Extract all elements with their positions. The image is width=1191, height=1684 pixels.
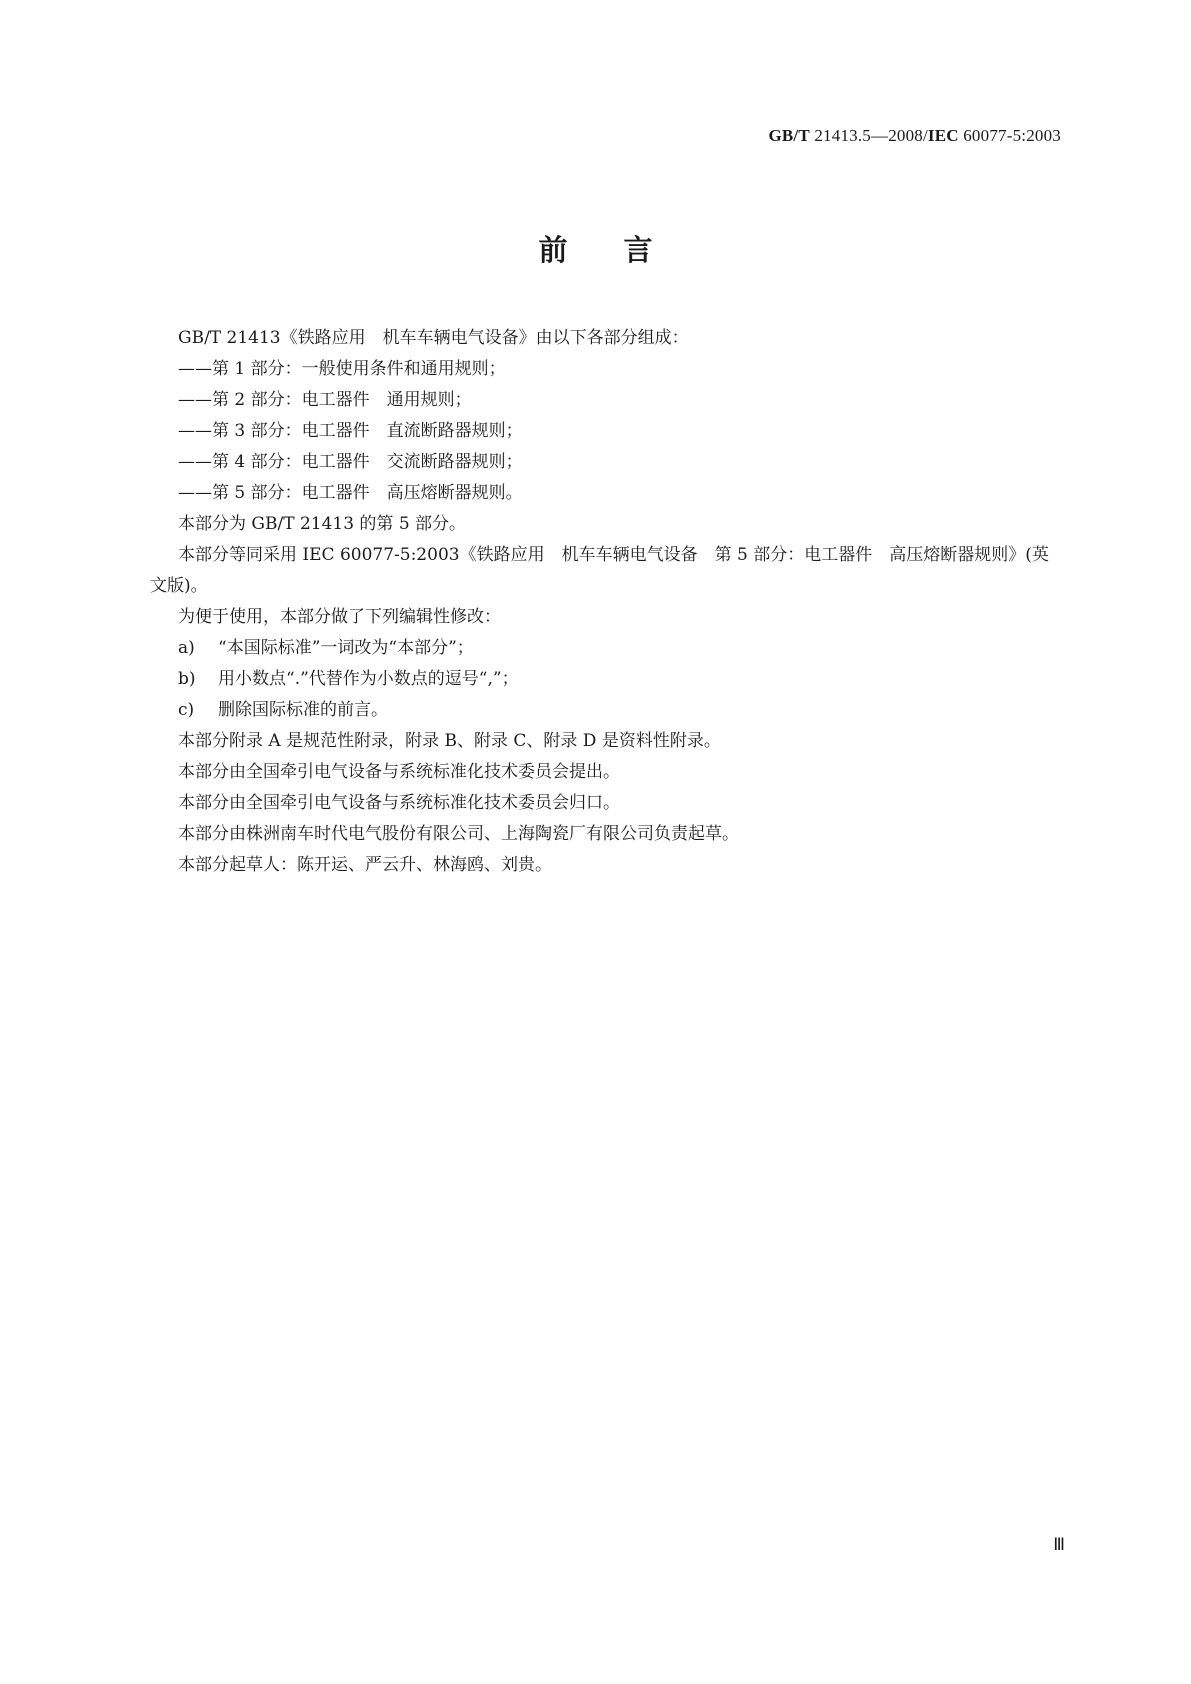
edit-list-item: [150, 695, 1065, 726]
annexes-paragraph: 本部分附录 A 是规范性附录，附录 B、附录 C、附录 D 是资料性附录。: [178, 731, 721, 751]
page-title: 前言: [538, 233, 709, 267]
intro-paragraph: GB/T 21413《铁路应用 机车车辆电气设备》由以下各部分组成：: [178, 328, 689, 348]
part-list-item: ——第 2 部分：电工器件 通用规则；: [178, 390, 472, 410]
standard-code-header: [768, 126, 1061, 146]
this-part-paragraph: 本部分为 GB/T 21413 的第 5 部分。: [178, 514, 467, 534]
edit-list-text: 用小数点“.”代替作为小数点的逗号“,”；: [218, 669, 519, 689]
page-number: Ⅲ: [1053, 1535, 1065, 1554]
edit-list-marker: c): [178, 700, 195, 720]
standard-code-gbt: GB/T: [768, 126, 810, 145]
drafters-paragraph: 本部分起草人：陈开运、严云升、林海鸥、刘贵。: [178, 855, 552, 875]
edit-list-text: “本国际标准”一词改为“本部分”；: [218, 638, 474, 658]
standard-code-number: 21413.5—2008/: [809, 126, 928, 145]
proposed-by-paragraph: 本部分由全国牵引电气设备与系统标准化技术委员会提出。: [178, 762, 620, 782]
centralized-by-paragraph: 本部分由全国牵引电气设备与系统标准化技术委员会归口。: [178, 793, 620, 813]
edit-list-text: 删除国际标准的前言。: [218, 700, 388, 720]
edit-list-marker: b): [178, 669, 196, 689]
standard-code-iec: IEC: [927, 126, 959, 145]
edit-list-item: [150, 633, 1065, 664]
part-list-item: ——第 3 部分：电工器件 直流断路器规则；: [178, 421, 523, 441]
adoption-paragraph: 本部分等同采用 IEC 60077-5:2003《铁路应用 机车车辆电气设备 第 5 部分：电工器件 高压熔断器规则》(英文版)。: [150, 545, 1049, 596]
edit-list-marker: a): [178, 638, 195, 658]
part-list-item: ——第 1 部分：一般使用条件和通用规则；: [178, 359, 506, 379]
part-list-item: ——第 4 部分：电工器件 交流断路器规则；: [178, 452, 523, 472]
edit-list-item: [150, 664, 1065, 695]
part-list-item: ——第 5 部分：电工器件 高压熔断器规则。: [178, 483, 523, 503]
standard-code-iec-number: 60077-5:2003: [958, 126, 1061, 145]
foreword-body: [150, 323, 1065, 881]
drafted-by-paragraph: 本部分由株洲南车时代电气股份有限公司、上海陶瓷厂有限公司负责起草。: [178, 824, 739, 844]
edits-intro-paragraph: 为便于使用，本部分做了下列编辑性修改：: [178, 607, 501, 627]
